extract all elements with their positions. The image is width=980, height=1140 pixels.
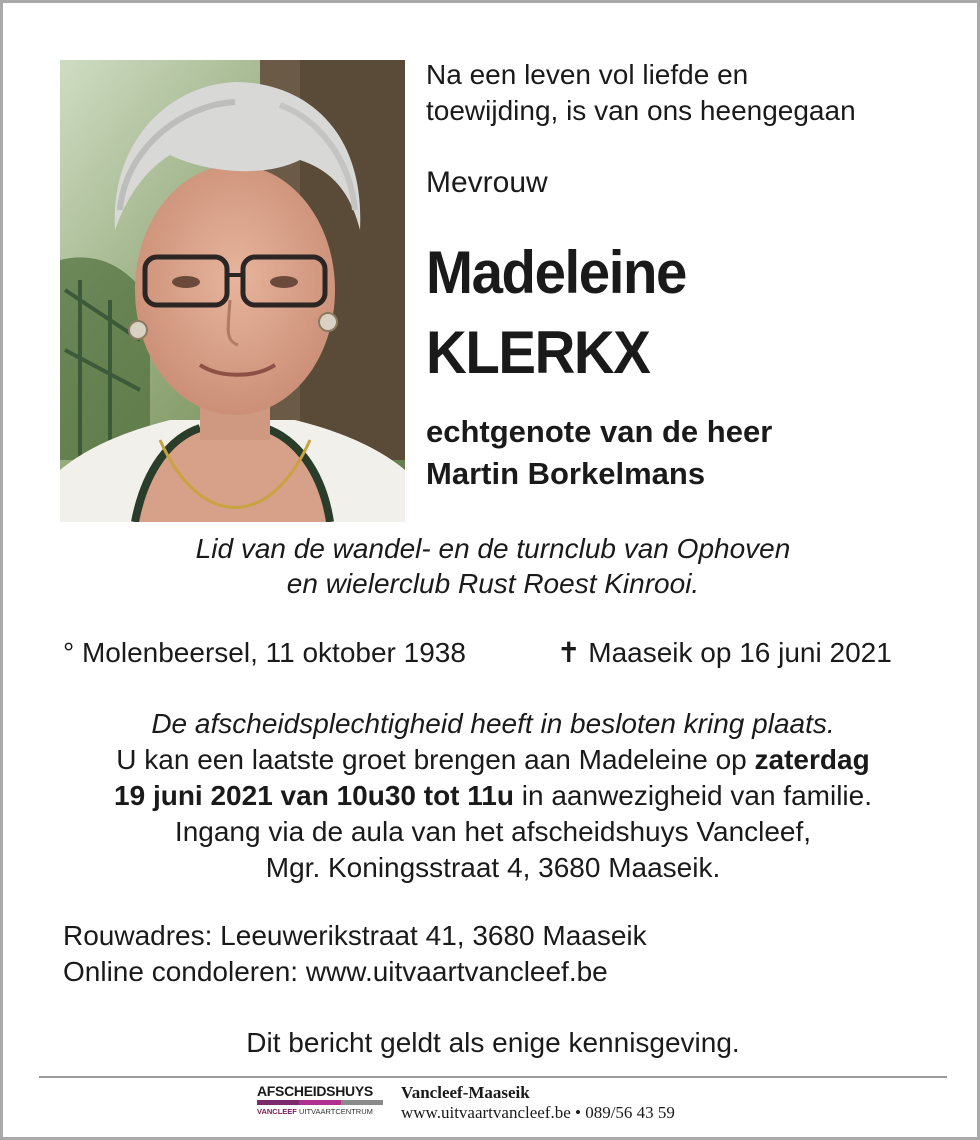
intro-line-1: Na een leven vol liefde en (426, 59, 749, 90)
ceremony-line-2-text: U kan een laatste groet brengen aan Madeleine op (116, 744, 755, 775)
online-condolence: Online condoleren: www.uitvaartvancleef.be (63, 956, 608, 987)
ceremony-info (3, 706, 980, 886)
deceased-name (426, 233, 686, 393)
intro-line-2: toewijding, is van ons heengegaan (426, 95, 856, 126)
ceremony-line-3 (3, 778, 980, 814)
ceremony-datetime: 19 juni 2021 van 10u30 tot 11u (114, 780, 514, 811)
firm-name: Vancleef-Maaseik (401, 1083, 530, 1102)
logo-brand: VANCLEEF (257, 1107, 297, 1116)
logo-subtitle (257, 1107, 383, 1116)
footer-contact (401, 1083, 675, 1123)
logo-bar-magenta (299, 1100, 341, 1105)
funeral-home-logo (257, 1083, 383, 1119)
spouse-info (426, 411, 772, 495)
last-name: KLERKX (426, 319, 650, 386)
spouse-line-2: Martin Borkelmans (426, 456, 706, 491)
intro-text (426, 57, 946, 129)
ceremony-line-2 (3, 742, 980, 778)
contact-info (63, 918, 647, 990)
death-date: ✝ Maaseik op 16 juni 2021 (557, 637, 892, 668)
logo-bar-purple (257, 1100, 299, 1105)
ceremony-day: zaterdag (754, 744, 870, 775)
first-name: Madeleine (426, 239, 687, 306)
logo-sub-text: UITVAARTCENTRUM (298, 1107, 373, 1116)
footer-divider (39, 1076, 947, 1078)
life-dates (63, 635, 923, 671)
notice-text: Dit bericht geldt als enige kennisgeving. (246, 1027, 740, 1058)
membership-line-1: Lid van de wandel- en de turnclub van Ophoven (195, 533, 791, 564)
logo-title: AFSCHEIDSHUYS (257, 1083, 373, 1099)
ceremony-line-4: Ingang via de aula van het afscheidshuys Vancleef, (174, 816, 812, 847)
firm-web-phone: www.uitvaartvancleef.be • 089/56 43 59 (401, 1103, 675, 1122)
spouse-line-1: echtgenote van de heer (426, 414, 773, 449)
logo-color-bar (257, 1100, 383, 1105)
ceremony-line-5: Mgr. Koningsstraat 4, 3680 Maaseik. (265, 852, 721, 883)
birth-date: ° Molenbeersel, 11 oktober 1938 (63, 637, 466, 668)
salutation: Mevrouw (426, 166, 548, 199)
mourning-address: Rouwadres: Leeuwerikstraat 41, 3680 Maaseik (63, 920, 647, 951)
logo-bar-gray (341, 1100, 383, 1105)
ceremony-line-1: De afscheidsplechtigheid heeft in besloten kring plaats. (151, 708, 835, 739)
portrait-photo (60, 60, 405, 522)
membership-text (3, 531, 980, 601)
ceremony-line-3-text: in aanwezigheid van familie. (514, 780, 872, 811)
membership-line-2: en wielerclub Rust Roest Kinrooi. (286, 568, 700, 599)
